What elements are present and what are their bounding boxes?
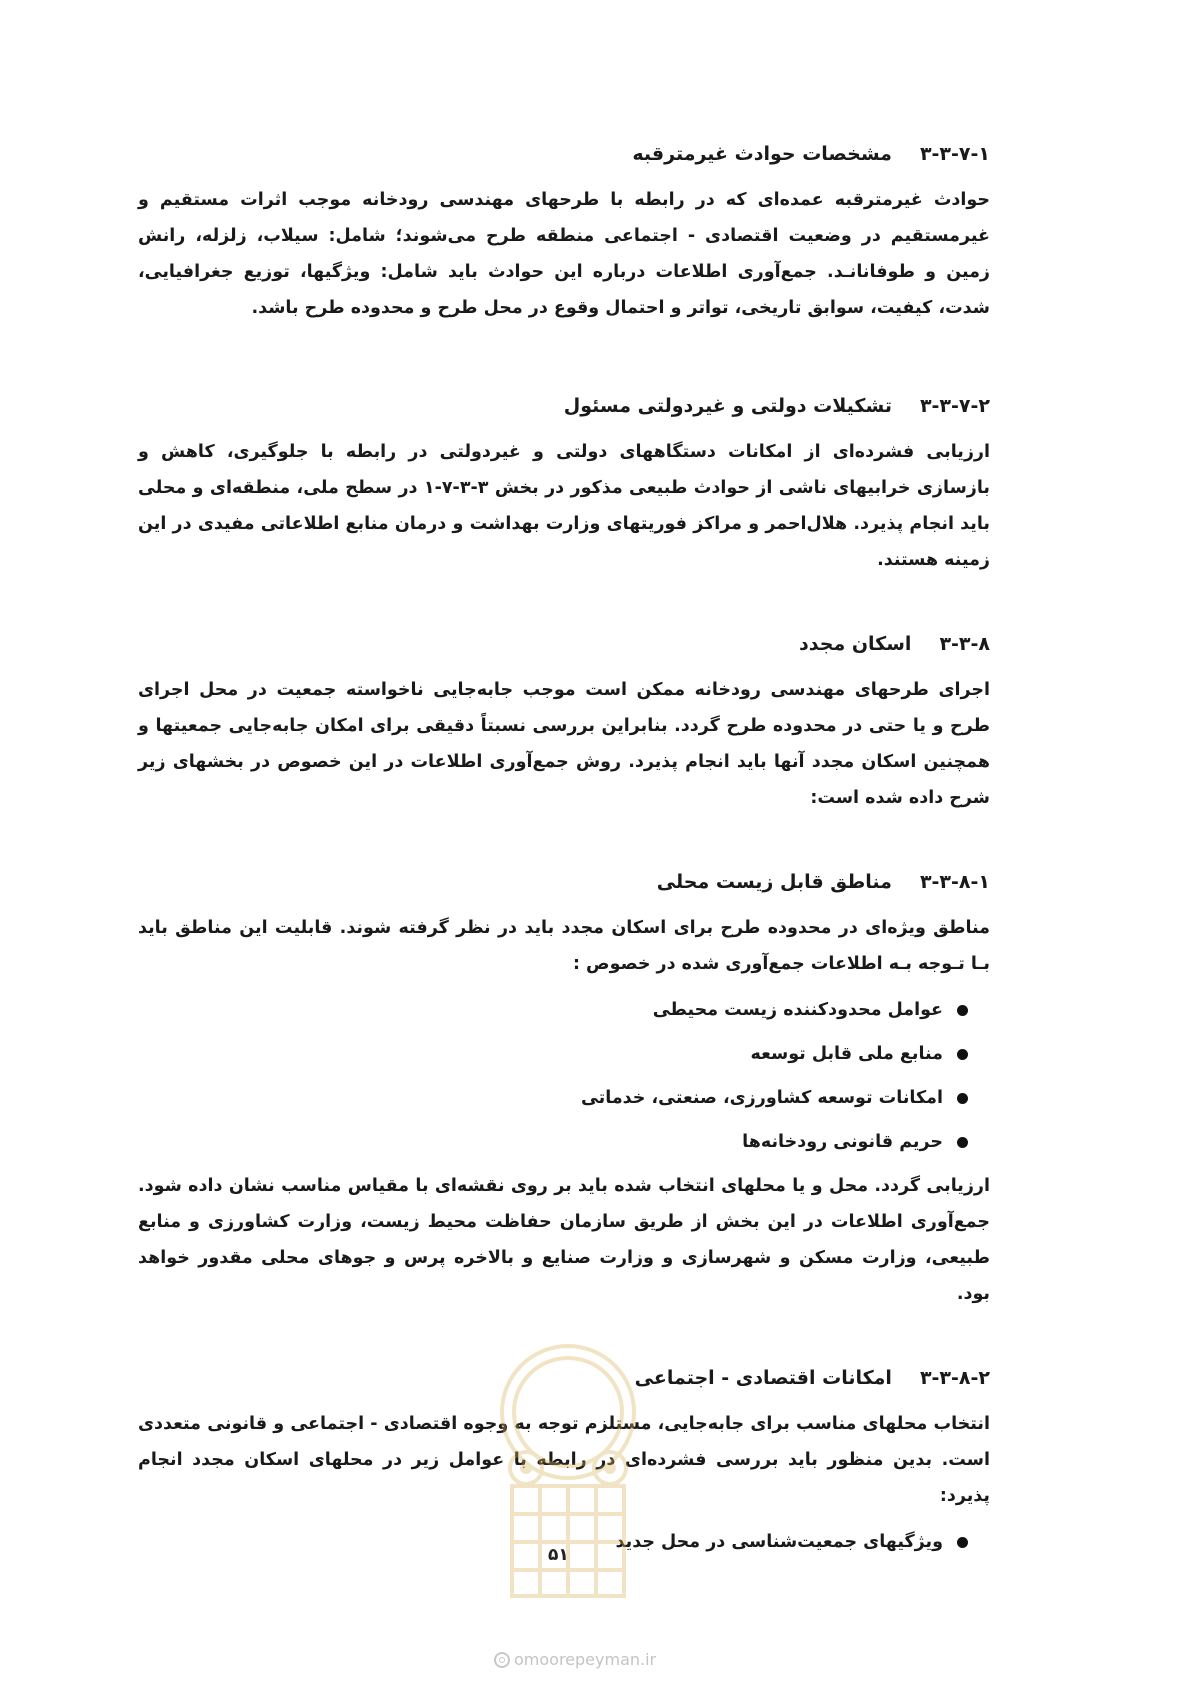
section-paragraph: انتخاب محلهای مناسب برای جابه‌جایی، مستلزم توجه به وجوه اقتصادی - اجتماعی و قانونی متعددی است. بدین منظور باید بررسی فشرده‌ای در رابطه با عوامل زیر در محلهای اسکان مجدد انجام پذیرد:: [138, 1414, 990, 1506]
section-title: تشکیلات دولتی و غیردولتی مسئول: [563, 395, 892, 417]
section-title: مشخصات حوادث غیرمترقبه: [632, 143, 892, 165]
page-number: ۵۱: [548, 1545, 569, 1565]
section-title: اسکان مجدد: [799, 633, 912, 655]
section-3-3-7-1: [138, 140, 990, 326]
section-paragraph: ارزیابی فشرده‌ای از امکانات دستگاههای دولتی و غیردولتی در رابطه با جلوگیری، کاهش و بازسازی خرابیهای ناشی از حوادث طبیعی مذکور در بخش ۳-۳-۷-۱ در سطح ملی، منطقه‌ای و محلی باید انجام پذیرد. هلال‌احمر و مراکز فوریتهای وزارت بهداشت و درمان منابع اطلاعاتی مفیدی در این زمینه هستند.: [138, 442, 991, 570]
section-number: ۳-۳-۸-۲: [919, 1367, 990, 1389]
watermark-url: [494, 1650, 656, 1669]
list-item-text: امکانات توسعه کشاورزی، صنعتی، خدماتی: [580, 1088, 943, 1108]
section-heading: [138, 1364, 990, 1392]
section-heading: [138, 140, 990, 168]
bullet-list: [138, 988, 990, 1164]
section-3-3-8-2: [138, 1364, 990, 1564]
section-heading: [138, 868, 990, 896]
page-content: [138, 140, 990, 1564]
at-sign-icon: [494, 1652, 510, 1668]
list-item: [138, 988, 968, 1032]
section-3-3-7-2: [138, 392, 990, 578]
list-item-text: حریم قانونی رودخانه‌ها: [742, 1132, 943, 1152]
bullet-icon: [957, 1093, 968, 1104]
section-paragraph-continued: ارزیابی گردد. محل و یا محلهای انتخاب شده باید بر روی نقشه‌ای با مقیاس مناسب نشان داده شود. جمع‌آوری اطلاعات در این بخش از طریق سازمان حفاظت محیط زیست، وزارت کشاورزی و منابع طبیعی، وزارت مسکن و شهرسازی و وزارت صنایع و بالاخره پرس و جوهای محلی مقدور خواهد بود.: [138, 1176, 990, 1304]
section-heading: [138, 392, 990, 420]
section-number: ۳-۳-۸-۱: [919, 871, 990, 893]
section-3-3-8-1: [138, 868, 990, 1312]
bullet-icon: [957, 1137, 968, 1148]
section-title: امکانات اقتصادی - اجتماعی: [634, 1367, 892, 1389]
bullet-icon: [957, 1049, 968, 1060]
list-item-text: منابع ملی قابل توسعه: [750, 1044, 943, 1064]
section-3-3-8: [138, 630, 990, 816]
section-heading: [138, 630, 990, 658]
list-item: [138, 1076, 968, 1120]
section-title: مناطق قابل زیست محلی: [656, 871, 892, 893]
list-item-text: عوامل محدودکننده زیست محیطی: [652, 1000, 943, 1020]
list-item-text: ویژگیهای جمعیت‌شناسی در محل جدید: [615, 1532, 943, 1552]
watermark-url-text: omoorepeyman.ir: [514, 1650, 657, 1669]
list-item: [138, 1032, 968, 1076]
section-paragraph: اجرای طرحهای مهندسی رودخانه ممکن است موجب جابه‌جایی ناخواسته جمعیت در محل اجرای طرح و یا حتی در محدوده طرح گردد. بنابراین بررسی نسبتاً دقیقی برای امکان جابه‌جایی جمعیتها و همچنین اسکان مجدد آنها باید انجام پذیرد. روش جمع‌آوری اطلاعات در این خصوص در بخشهای زیر شرح داده شده است:: [138, 680, 990, 808]
section-number: ۳-۳-۷-۱: [919, 143, 990, 165]
section-number: ۳-۳-۸: [939, 633, 990, 655]
list-item: [138, 1120, 968, 1164]
section-number: ۳-۳-۷-۲: [919, 395, 990, 417]
bullet-icon: [957, 1537, 968, 1548]
section-paragraph: مناطق ویژه‌ای در محدوده طرح برای اسکان مجدد باید در نظر گرفته شوند. قابلیت این مناطق باید بـا تـوجه بـه اطلاعات جمع‌آوری شده در خصوص :: [138, 918, 990, 974]
bullet-icon: [957, 1005, 968, 1016]
section-paragraph: حوادث غیرمترقبه عمده‌ای که در رابطه با طرحهای مهندسی رودخانه موجب اثرات مستقیم و غیرمستقیم در وضعیت اقتصادی - اجتماعی منطقه طرح می‌شوند؛ شامل: سیلاب، زلزله، رانش زمین و طوفانانـد. جمع‌آوری اطلاعات درباره این حوادث باید شامل: ویژگیها، توزیع جغرافیایی، شدت، کیفیت، سوابق تاریخی، تواتر و احتمال وقوع در محل طرح و محدوده طرح باشد.: [138, 190, 990, 318]
